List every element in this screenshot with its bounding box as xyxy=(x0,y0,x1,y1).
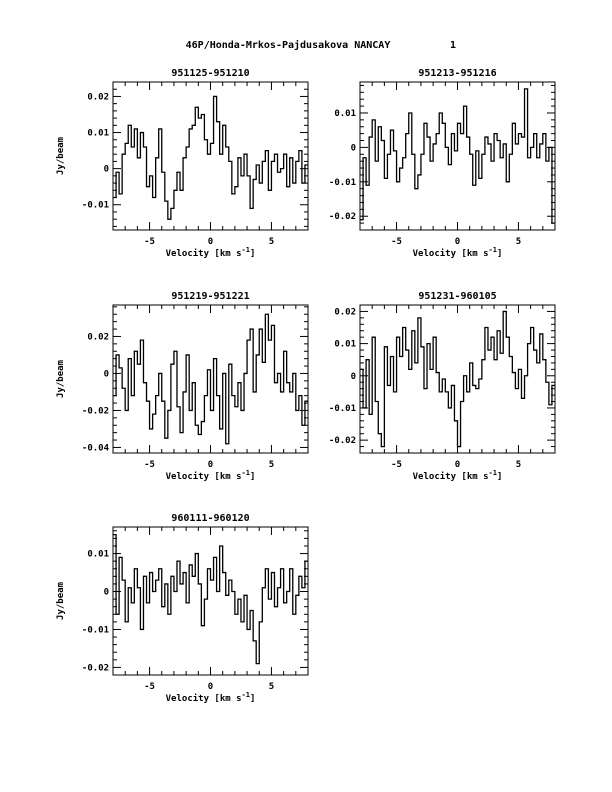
x-tick-label: -5 xyxy=(144,460,155,470)
series-line-1 xyxy=(113,96,308,219)
plot-frame xyxy=(113,82,308,230)
x-tick-label: 5 xyxy=(268,460,275,470)
plot-frame xyxy=(360,82,555,230)
x-tick-label: 0 xyxy=(207,460,214,470)
y-tick-label: 0.01 xyxy=(87,128,109,139)
chart-title: 951125-951210 xyxy=(171,68,250,79)
y-tick-label: -0.01 xyxy=(328,403,356,414)
chart-panel-2 xyxy=(329,68,555,259)
x-axis-label: Velocity [km $s^{-1}$] xyxy=(165,691,256,704)
y-tick-label: 0.02 xyxy=(87,332,109,343)
x-tick-label: 0 xyxy=(454,237,461,247)
series-line-1 xyxy=(113,535,308,664)
x-tick-label: 5 xyxy=(268,682,275,692)
y-tick-label: 0 xyxy=(350,371,356,382)
x-tick-label: 5 xyxy=(515,237,522,247)
x-axis-label: Velocity [km $s^{-1}$] xyxy=(412,469,503,482)
chart-panel-4 xyxy=(329,291,555,482)
y-tick-label: 0.01 xyxy=(87,549,109,560)
x-tick-label: -5 xyxy=(144,682,155,692)
series-line-1 xyxy=(360,89,555,223)
y-tick-label: -0.02 xyxy=(328,212,356,223)
x-tick-label: 5 xyxy=(515,460,522,470)
x-axis-label: Velocity [km $s^{-1}$] xyxy=(165,246,256,259)
series-line-1 xyxy=(360,311,555,446)
y-tick-label: 0.02 xyxy=(87,92,109,103)
y-tick-label: -0.02 xyxy=(328,436,356,447)
y-tick-label: -0.04 xyxy=(81,443,109,454)
chart-panel-5 xyxy=(56,513,308,704)
chart-panel-1 xyxy=(56,68,308,259)
x-tick-label: -5 xyxy=(144,237,155,247)
x-tick-label: 0 xyxy=(207,682,214,692)
chart-title: 951213-951216 xyxy=(418,68,497,79)
x-axis-label: Velocity [km $s^{-1}$] xyxy=(412,246,503,259)
y-tick-label: -0.02 xyxy=(81,406,109,417)
chart-title: 960111-960120 xyxy=(171,513,250,524)
page-number: 1 xyxy=(450,40,457,51)
chart-title: 951231-960105 xyxy=(418,291,497,302)
y-tick-label: 0 xyxy=(103,369,109,380)
x-tick-label: 0 xyxy=(207,237,214,247)
y-tick-label: 0.01 xyxy=(334,108,356,119)
y-tick-label: -0.01 xyxy=(328,177,356,188)
y-tick-label: 0.01 xyxy=(334,339,356,350)
y-tick-label: -0.01 xyxy=(81,200,109,211)
plot-frame xyxy=(113,527,308,675)
y-tick-label: -0.01 xyxy=(81,625,109,636)
y-axis-label: Jy/beam xyxy=(56,137,66,175)
y-tick-label: -0.02 xyxy=(81,663,109,674)
x-tick-label: -5 xyxy=(391,460,402,470)
x-tick-label: 0 xyxy=(454,460,461,470)
y-axis-label: Jy/beam xyxy=(56,582,66,620)
chart-title: 951219-951221 xyxy=(171,291,250,302)
x-tick-label: -5 xyxy=(391,237,402,247)
series-line-1 xyxy=(113,314,308,444)
x-axis-label: Velocity [km $s^{-1}$] xyxy=(165,469,256,482)
page-title: 46P/Honda-Mrkos-Pajdusakova NANCAY xyxy=(185,40,391,51)
y-tick-label: 0 xyxy=(103,164,109,175)
y-tick-label: 0 xyxy=(350,143,356,154)
y-tick-label: 0 xyxy=(103,587,109,598)
y-axis-label: Jy/beam xyxy=(56,360,66,398)
x-tick-label: 5 xyxy=(268,237,275,247)
y-tick-label: 0.02 xyxy=(334,307,356,318)
chart-panel-3 xyxy=(56,291,308,482)
